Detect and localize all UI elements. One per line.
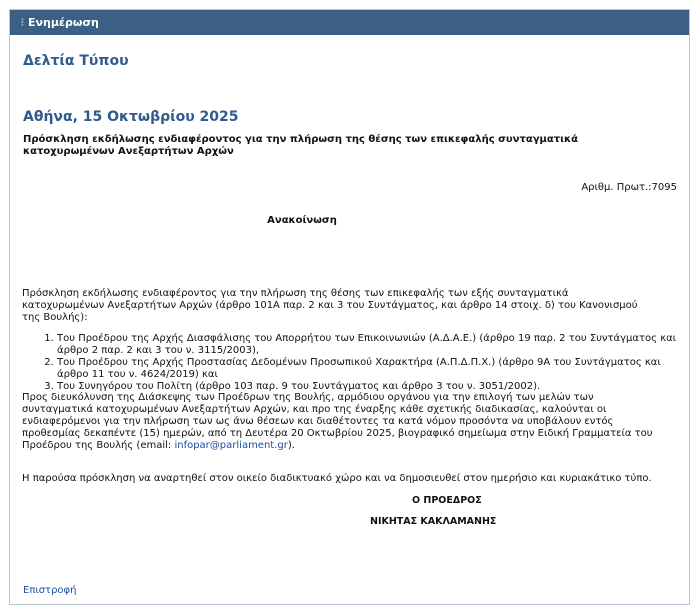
body-text: Προς διευκόλυνση της Διάσκεψης των Προέδρων της Βουλής, αρμόδιου οργάνου για την επιλογή των μελών των συνταγματικά κατοχυρωμένων Ανεξαρτήτων Αρχών, και προ της έναρξης κάθε σχετικής διαδικασίας, καλούνται οι ενδιαφερόμενοι για την πλήρωση των ως άνω θέσεων και διαθέτοντες τα κατά νόμον προσόντα να υποβάλουν εντός προθεσμίας δεκαπέντε (15) ημερών, από τη Δευτέρα 20 Οκτωβρίου 2025, βιογραφικό σημείωμα στην Ειδική Γραμματεία του Προέδρου της Βουλής (email: xyxy=(22,392,653,451)
article-subject: Πρόσκληση εκδήλωσης ενδιαφέροντος για την πλήρωση της θέσης των επικεφαλής συνταγματικά κατοχυρωμένων Ανεξαρτήτων Αρχών xyxy=(23,134,578,157)
protocol-number: Αριθμ. Πρωτ.:7095 xyxy=(581,182,677,193)
list-item: 2. Του Προέδρου της Αρχής Προστασίας Δεδομένων Προσωπικού Χαρακτήρα (Α.Π.Δ.Π.Χ.) (άρθρο 9Α του Συντάγματος και άρθρο 11 του ν. 4624/2019) και xyxy=(57,357,677,381)
signature-name: ΝΙΚΗΤΑΣ ΚΑΚΛΑΜΑΝΗΣ xyxy=(370,516,497,527)
panel-title: Ενημέρωση xyxy=(28,16,99,29)
announcement-heading: Ανακοίνωση xyxy=(267,215,337,226)
signature-title: Ο ΠΡΟΕΔΡΟΣ xyxy=(412,495,482,506)
news-panel xyxy=(9,9,690,605)
panel-header xyxy=(10,10,689,35)
body-end: ). xyxy=(287,440,295,451)
email-link[interactable]: infopar@parliament.gr xyxy=(174,440,288,451)
article-content xyxy=(22,35,677,604)
positions-list xyxy=(22,333,677,393)
section-title: Δελτία Τύπου xyxy=(23,53,129,69)
body-paragraph xyxy=(22,392,662,452)
back-link[interactable]: Επιστροφή xyxy=(23,585,77,596)
publish-note: Η παρούσα πρόσκληση να αναρτηθεί στον οικείο διαδικτυακό χώρο και να δημοσιευθεί στον ημερήσιο και κυριακάτικο τύπο. xyxy=(22,473,652,484)
article-date: Αθήνα, 15 Οκτωβρίου 2025 xyxy=(23,109,239,125)
list-item: 3. Του Συνηγόρου του Πολίτη (άρθρο 103 παρ. 9 του Συντάγματος και άρθρο 3 του ν. 3051/2002). xyxy=(57,381,677,393)
drag-handle-icon: ⋮ xyxy=(18,17,27,28)
intro-paragraph: Πρόσκληση εκδήλωσης ενδιαφέροντος για την πλήρωση της θέσης των επικεφαλής των εξής συνταγματικά κατοχυρωμένων Ανεξαρτήτων Αρχών (άρθρο 101Α παρ. 2 και 3 του Συντάγματος, και άρθρο 14 στοιχ. δ) του Κανονισμού της Βουλής): xyxy=(22,288,638,323)
list-item: 1. Του Προέδρου της Αρχής Διασφάλισης του Απορρήτου των Επικοινωνιών (Α.Δ.Α.Ε.) (άρθρο 19 παρ. 2 του Συντάγματος και άρθρο 2 παρ. 2 και 3 του ν. 3115/2003), xyxy=(57,333,677,357)
